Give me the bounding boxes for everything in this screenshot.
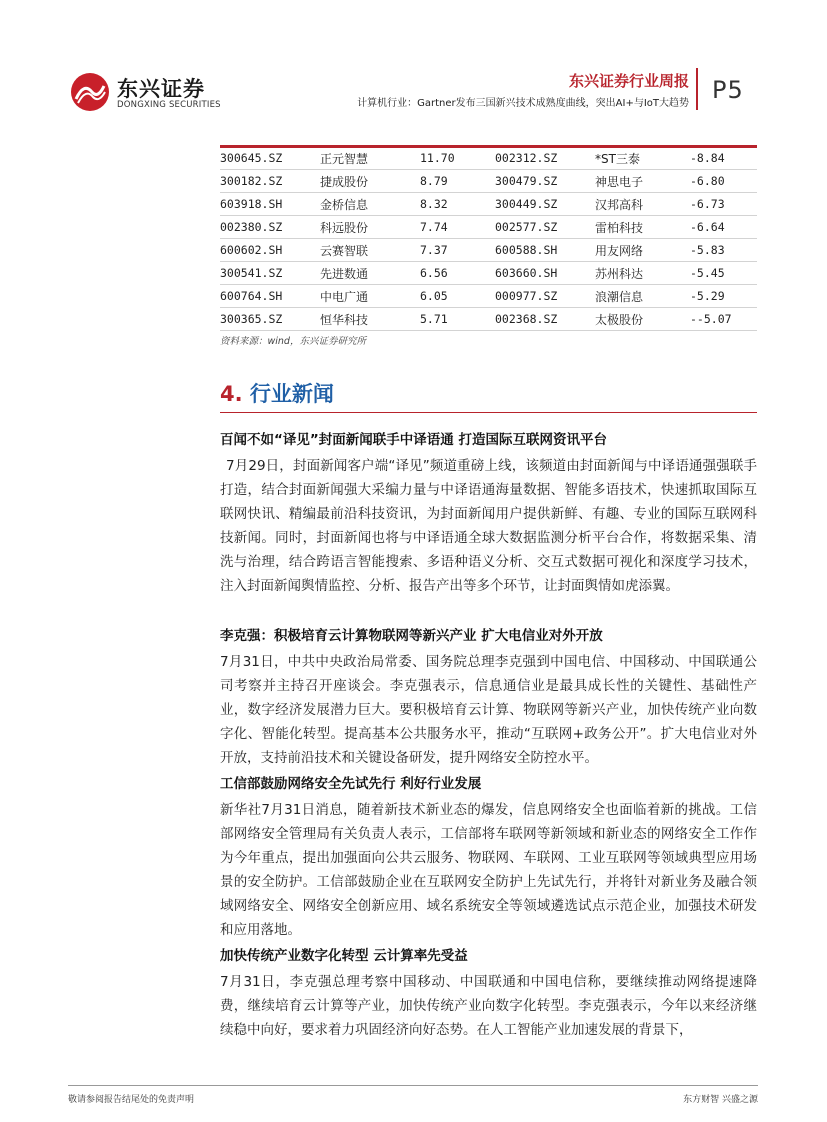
article-body-text: 新华社7月31日消息，随着新技术新业态的爆发，信息网络安全也面临着新的挑战。工信部网络安全管理局有关负责人表示，工信部将车联网等新领域和新业态的网络安全工作作为今年重点，提出加强面向公共云服务、物联网、车联网、工业互联网等领域典型应用场景的安全防护。工信部鼓励企业在互联网安全防护上先试先行，并将针对新业务及融合领域网络安全、网络安全创新应用、域名系统安全等领域遴选试点示范企业，加强技术研发和应用落地。 — [220, 802, 757, 938]
value-cell: -8.84 — [690, 147, 757, 170]
name-cell: 神思电子 — [595, 170, 690, 193]
article-title: 百闻不如“译见”封面新闻联手中译语通 打造国际互联网资讯平台 — [220, 432, 607, 448]
value-cell: -5.83 — [690, 239, 757, 262]
value-cell: -5.29 — [690, 285, 757, 308]
name-cell: 捷成股份 — [320, 170, 420, 193]
code-cell: 603660.SH — [495, 262, 595, 285]
section-title: 行业新闻 — [249, 382, 334, 406]
page-number: P5 — [712, 76, 744, 104]
name-cell: 苏州科达 — [595, 262, 690, 285]
name-cell: 太极股份 — [595, 308, 690, 331]
section-number: 4. — [220, 382, 243, 406]
name-cell: 雷柏科技 — [595, 216, 690, 239]
header-divider — [696, 68, 698, 110]
article-title: 加快传统产业数字化转型 云计算率先受益 — [220, 948, 468, 964]
value-cell: -6.73 — [690, 193, 757, 216]
code-cell: 600588.SH — [495, 239, 595, 262]
code-cell: 300365.SZ — [220, 308, 320, 331]
table-row — [220, 239, 757, 262]
code-cell: 603918.SH — [220, 193, 320, 216]
stock-table — [220, 147, 757, 331]
name-cell: 云赛智联 — [320, 239, 420, 262]
article-body — [220, 970, 757, 1042]
value-cell: 5.71 — [420, 308, 495, 331]
code-cell: 002312.SZ — [495, 147, 595, 170]
logo-english: DONGXING SECURITIES — [117, 100, 221, 110]
value-cell: 7.37 — [420, 239, 495, 262]
value-cell: 6.56 — [420, 262, 495, 285]
table-row — [220, 216, 757, 239]
footer-rule — [68, 1085, 758, 1086]
code-cell: 300541.SZ — [220, 262, 320, 285]
code-cell: 300479.SZ — [495, 170, 595, 193]
value-cell: 11.70 — [420, 147, 495, 170]
logo-icon — [70, 72, 110, 112]
name-cell: 恒华科技 — [320, 308, 420, 331]
code-cell: 300182.SZ — [220, 170, 320, 193]
article-body-text: 7月29日，封面新闻客户端“译见”频道重磅上线，该频道由封面新闻与中译语通强强联手打造，结合封面新闻强大采编力量与中译语通海量数据、智能多语技术，快速抓取国际互联网快讯、精编最前沿科技资讯，为封面新闻用户提供新鲜、有趣、专业的国际互联网科技新闻。同时，封面新闻也将与中译语通全球大数据监测分析平台合作，将数据采集、清洗与治理，结合跨语言智能搜索、多语种语义分析、交互式数据可视化和深度学习技术，注入封面新闻舆情监控、分析、报告产出等多个环节，让封面舆情如虎添翼。 — [220, 458, 757, 594]
article-body-text: 7月31日，李克强总理考察中国移动、中国联通和中国电信称，要继续推动网络提速降费，继续培育云计算等产业，加快传统产业向数字化转型。李克强表示，今年以来经济继续稳中向好，要求着力巩固经济向好态势。在人工智能产业加速发展的背景下， — [220, 974, 757, 1038]
article-body — [220, 454, 757, 598]
name-cell: 金桥信息 — [320, 193, 420, 216]
article-title: 工信部鼓励网络安全先试先行 利好行业发展 — [220, 776, 482, 792]
section-rule — [220, 412, 757, 413]
value-cell: --5.07 — [690, 308, 757, 331]
name-cell: 正元智慧 — [320, 147, 420, 170]
value-cell: 6.05 — [420, 285, 495, 308]
name-cell: 浪潮信息 — [595, 285, 690, 308]
table-row — [220, 308, 757, 331]
code-cell: 002577.SZ — [495, 216, 595, 239]
name-cell: 先进数通 — [320, 262, 420, 285]
table-source: 资料来源：wind，东兴证券研究所 — [220, 336, 366, 347]
code-cell: 002368.SZ — [495, 308, 595, 331]
section-heading — [220, 378, 334, 408]
logo-text: 东兴证券 — [117, 77, 205, 101]
code-cell: 002380.SZ — [220, 216, 320, 239]
code-cell: 000977.SZ — [495, 285, 595, 308]
table-row — [220, 285, 757, 308]
value-cell: -6.64 — [690, 216, 757, 239]
table-row — [220, 147, 757, 170]
article-body — [220, 798, 757, 942]
article-body — [220, 650, 757, 770]
footer-disclaimer: 敬请参阅报告结尾处的免责声明 — [68, 1095, 195, 1105]
code-cell: 600764.SH — [220, 285, 320, 308]
code-cell: 300449.SZ — [495, 193, 595, 216]
name-cell: 用友网络 — [595, 239, 690, 262]
name-cell: 汉邦高科 — [595, 193, 690, 216]
name-cell: 科远股份 — [320, 216, 420, 239]
table-row — [220, 170, 757, 193]
article-body-text: 7月31日，中共中央政治局常委、国务院总理李克强到中国电信、中国移动、中国联通公司考察并主持召开座谈会。李克强表示，信息通信业是最具成长性的关键性、基础性产业，数字经济发展潜力巨大。要积极培育云计算、物联网等新兴产业，加快传统产业向数字化、智能化转型。提高基本公共服务水平，推动“互联网+政务公开”。扩大电信业对外开放，支持前沿技术和关键设备研发，提升网络安全防控水平。 — [220, 654, 757, 766]
value-cell: -5.45 — [690, 262, 757, 285]
report-subtitle: 计算机行业：Gartner发布三国新兴技术成熟度曲线，突出AI+与IoT大趋势 — [357, 98, 689, 109]
article-title: 李克强：积极培育云计算物联网等新兴产业 扩大电信业对外开放 — [220, 628, 603, 644]
table-row — [220, 262, 757, 285]
code-cell: 300645.SZ — [220, 147, 320, 170]
name-cell: 中电广通 — [320, 285, 420, 308]
value-cell: 7.74 — [420, 216, 495, 239]
code-cell: 600602.SH — [220, 239, 320, 262]
footer-slogan: 东方财智 兴盛之源 — [683, 1095, 758, 1105]
value-cell: 8.32 — [420, 193, 495, 216]
value-cell: 8.79 — [420, 170, 495, 193]
value-cell: -6.80 — [690, 170, 757, 193]
table-row — [220, 193, 757, 216]
name-cell: *ST三泰 — [595, 147, 690, 170]
report-title: 东兴证券行业周报 — [568, 72, 689, 90]
